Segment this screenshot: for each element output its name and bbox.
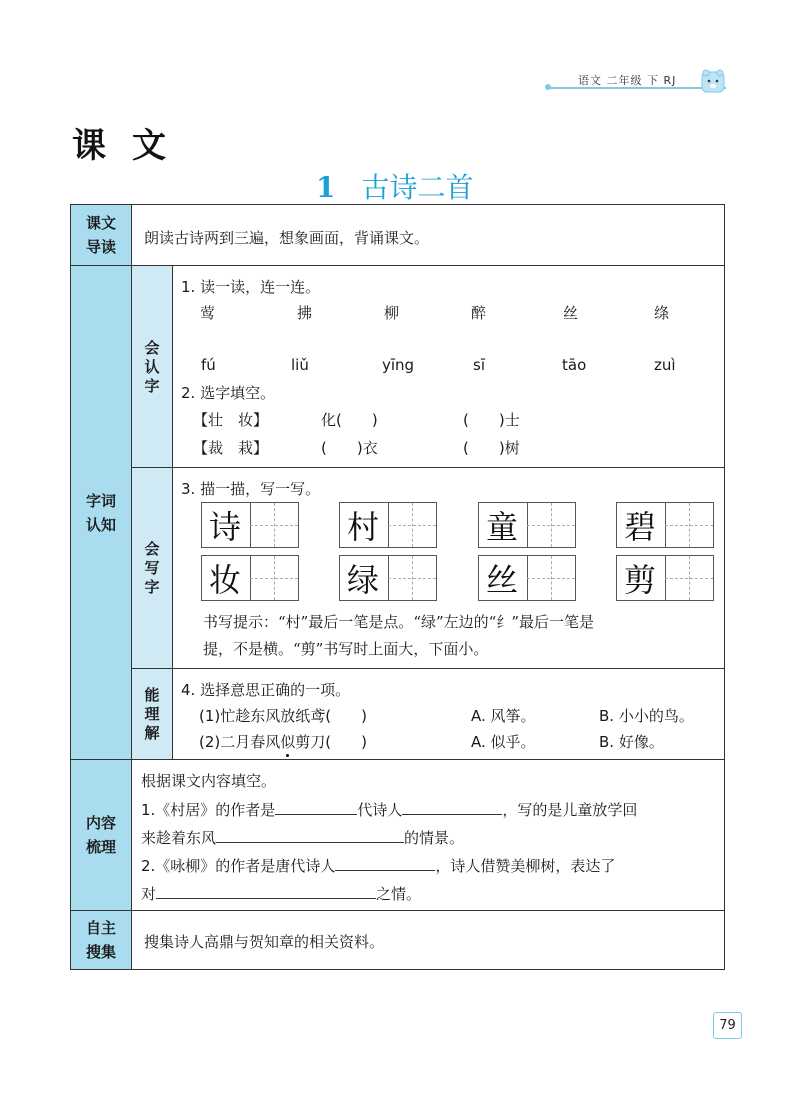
- pinyin-si: sī: [473, 356, 485, 374]
- trace-box-jian[interactable]: 剪: [616, 555, 714, 601]
- pinyin-zui: zuì: [654, 356, 676, 374]
- lesson-name: 古诗二首: [361, 171, 474, 204]
- header-dot: [545, 84, 551, 90]
- item-2-question: (2)二月春风似剪刀( ): [199, 733, 367, 751]
- divider: [71, 910, 725, 911]
- trace-box-bi[interactable]: 碧: [616, 502, 714, 548]
- blank-shi: ( )士: [463, 411, 520, 429]
- char-fu: 拂: [297, 304, 313, 322]
- page-number: 79: [713, 1012, 742, 1039]
- intro-text: 朗读古诗两到三遍，想象画面，背诵课文。: [144, 229, 430, 247]
- zizhu-text: 搜集诗人高鼎与贺知章的相关资料。: [144, 933, 385, 951]
- char-liu: 柳: [384, 304, 400, 322]
- blank-poet-1[interactable]: [402, 798, 502, 815]
- question-2: 2. 选字填空。: [181, 384, 276, 402]
- writing-tip-line2: 提，不是横。“剪”书写时上面大，下面小。: [203, 640, 489, 658]
- blank-yi: ( )衣: [321, 439, 378, 457]
- item-1-option-a: A. 风筝。: [471, 707, 536, 725]
- question-4: 4. 选择意思正确的一项。: [181, 681, 351, 699]
- question-3: 3. 描一描，写一写。: [181, 480, 321, 498]
- huirenzi-label: 会认字: [132, 266, 173, 468]
- zici-label: 字词认知: [71, 266, 132, 759]
- fill-line-2: 来趁着东风 的情景。: [141, 826, 464, 848]
- fill-line-4: 对 之情。: [141, 882, 421, 904]
- pinyin-fu: fú: [201, 356, 216, 374]
- zizhu-label: 自主搜集: [71, 911, 132, 969]
- blank-shu: ( )树: [463, 439, 520, 457]
- divider: [132, 668, 725, 669]
- trace-box-cun[interactable]: 村: [339, 502, 437, 548]
- options-zhuang: 【壮 妆】: [193, 411, 269, 429]
- blank-emotion[interactable]: [156, 882, 376, 899]
- blank-hua: 化( ): [321, 411, 378, 429]
- pinyin-tao: tāo: [562, 356, 587, 374]
- lesson-number: 1: [316, 171, 336, 204]
- trace-box-tong[interactable]: 童: [478, 502, 576, 548]
- char-si: 丝: [563, 304, 579, 322]
- item-2-option-a: A. 似乎。: [471, 733, 536, 751]
- question-1: 1. 读一读，连一连。: [181, 278, 321, 296]
- char-zui: 醉: [471, 304, 487, 322]
- blank-dynasty[interactable]: [275, 798, 357, 815]
- divider: [132, 467, 725, 468]
- pinyin-liu: liǔ: [291, 356, 309, 374]
- char-tao: 绦: [654, 304, 670, 322]
- fill-line-3: 2.《咏柳》的作者是唐代诗人 ，诗人借赞美柳树，表达了: [141, 854, 615, 876]
- lesson-title: [316, 166, 474, 206]
- intro-label: 课文导读: [71, 205, 132, 265]
- shuli-label: 内容梳理: [71, 760, 132, 910]
- shuli-intro: 根据课文内容填空。: [141, 772, 277, 790]
- writing-tip-line1: 书写提示：“村”最后一笔是点。“绿”左边的“纟”最后一笔是: [203, 613, 595, 631]
- worksheet-table: [70, 204, 725, 970]
- divider: [71, 759, 725, 760]
- item-1-question: (1)忙趁东风放纸鸢( ): [199, 707, 367, 725]
- trace-box-shi[interactable]: 诗: [201, 502, 299, 548]
- item-1-option-b: B. 小小的鸟。: [599, 707, 694, 725]
- lijie-label: 能理解: [132, 669, 173, 759]
- item-2-option-b: B. 好像。: [599, 733, 664, 751]
- trace-box-zhuang[interactable]: 妆: [201, 555, 299, 601]
- blank-scene[interactable]: [216, 826, 404, 843]
- blank-poet-2[interactable]: [335, 854, 435, 871]
- section-title: 课文: [72, 126, 192, 166]
- trace-box-lv[interactable]: 绿: [339, 555, 437, 601]
- trace-box-si[interactable]: 丝: [478, 555, 576, 601]
- pinyin-ying: yīng: [382, 356, 415, 374]
- options-cai: 【裁 栽】: [193, 439, 269, 457]
- char-ying: 莺: [200, 304, 216, 322]
- huixiezi-label: 会写字: [132, 468, 173, 669]
- header-subject: 语文 二年级 下 RJ: [578, 74, 677, 87]
- bear-mascot-icon: [701, 68, 725, 94]
- fill-line-1: 1.《村居》的作者是 代诗人 ，写的是儿童放学回: [141, 798, 637, 820]
